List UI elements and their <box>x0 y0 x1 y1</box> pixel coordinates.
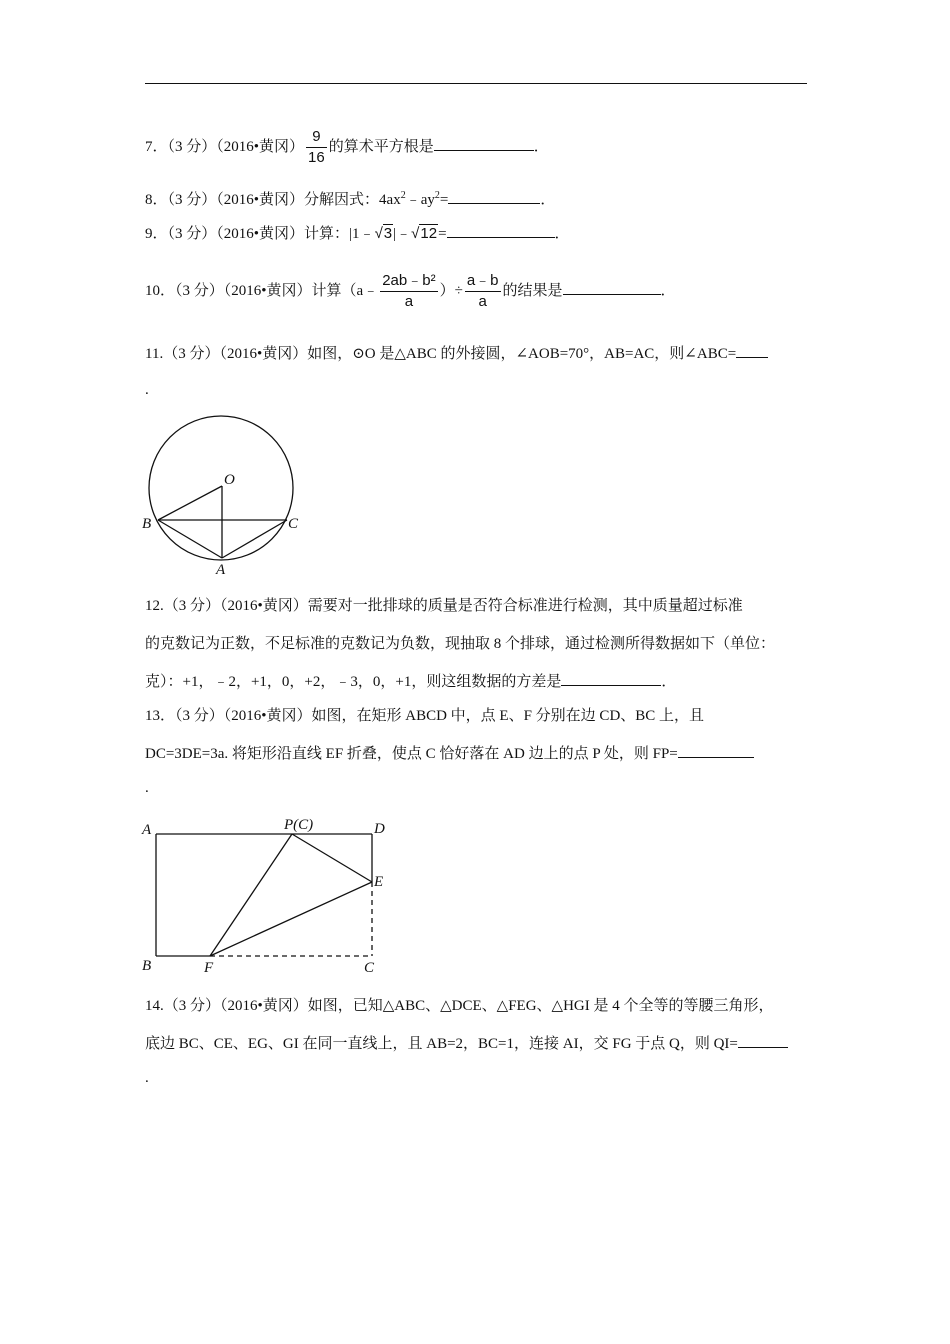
q7-answer-blank[interactable] <box>434 136 534 151</box>
q9-end: ． <box>554 226 570 242</box>
segment-ob <box>158 486 222 520</box>
q12-answer-blank[interactable] <box>561 671 661 686</box>
q10-frac2-den: a <box>465 291 501 311</box>
q7-source: （2016•黄冈） <box>216 138 305 155</box>
header-rule <box>145 83 807 84</box>
q8-mid: ﹣ay <box>405 192 435 208</box>
q9-sqrt-1: √3 <box>374 225 393 242</box>
q8-sup2: 2 <box>434 190 440 201</box>
q7-end: ． <box>533 138 549 155</box>
q10-mid: ）÷ <box>439 282 463 299</box>
q10-answer-blank[interactable] <box>563 280 661 295</box>
q12-text: 克）：+1，﹣2，+1，0，+2，﹣3，0，+1，则这组数据的方差是 <box>145 674 562 690</box>
question-12-line-2: 的克数记为正数，不足标准的克数记为负数，现抽取 8 个排球，通过检测所得数据如下（单位： <box>145 636 776 652</box>
q14-answer-blank[interactable] <box>738 1033 788 1048</box>
q10-frac1-den: a <box>380 291 437 311</box>
q10-text: 计算（a﹣ <box>311 282 379 299</box>
q8-end: ． <box>540 192 556 208</box>
circumcircle <box>149 416 293 560</box>
q11-text: 11.（3 分）（2016•黄冈）如图，⊙O 是△ABC 的外接圆，∠AOB=70°，AB=AC，则∠ABC= <box>145 346 737 362</box>
q9-radicand-1: 3 <box>383 225 393 242</box>
q8-eq: = <box>439 192 449 208</box>
q10-frac2-num: a﹣b <box>466 272 499 289</box>
q9-eq: = <box>438 226 447 242</box>
question-8 <box>145 188 555 209</box>
q8-source: （2016•黄冈） <box>216 192 305 208</box>
q10-tail: 的结果是 <box>502 282 563 299</box>
q9-mid: |﹣ <box>393 226 412 242</box>
question-7 <box>145 128 549 167</box>
q8-sup1: 2 <box>400 190 406 201</box>
label-p: P(C) <box>284 817 314 833</box>
q10-fraction-1 <box>380 272 437 311</box>
q9-number: 9． <box>145 226 168 242</box>
q7-fraction <box>306 128 327 167</box>
question-11-line-1 <box>145 342 768 363</box>
q8-answer-blank[interactable] <box>448 189 540 204</box>
q10-end: ． <box>660 282 676 299</box>
q13-text: DC=3DE=3a. 将矩形沿直线 EF 折叠，使点 C 恰好落在 AD 边上的点 P 处，则 FP= <box>145 746 678 762</box>
q8-text: 分解因式：4ax <box>304 192 401 208</box>
question-9 <box>145 222 570 243</box>
q10-fraction-2 <box>465 272 501 311</box>
q9-sqrt-2: √12 <box>411 225 438 242</box>
question-14-line-1: 14.（3 分）（2016•黄冈）如图，已知△ABC、△DCE、△FEG、△HGI 是 4 个全等的等腰三角形， <box>145 998 774 1014</box>
question-12-line-1: 12.（3 分）（2016•黄冈）需要对一批排球的质量是否符合标准进行检测，其中质量超过标准 <box>145 598 743 614</box>
q10-frac1-num: 2ab﹣b² <box>382 272 436 289</box>
q10-score: （3 分） <box>175 282 224 299</box>
q7-number: 7． <box>145 138 168 155</box>
q10-number: 10． <box>145 282 176 299</box>
q7-score: （3 分） <box>167 138 217 155</box>
q8-score: （3 分） <box>167 192 217 208</box>
label-d: D <box>374 821 385 837</box>
q14-text: 底边 BC、CE、EG、GI 在同一直线上，且 AB=2，BC=1，连接 AI，交 FG 于点 Q，则 QI= <box>145 1036 738 1052</box>
q9-source: （2016•黄冈） <box>216 226 305 242</box>
q11-circle-figure <box>138 410 308 580</box>
label-c: C <box>288 516 299 532</box>
q12-end: ． <box>661 674 677 690</box>
q13-answer-blank[interactable] <box>678 743 754 758</box>
question-13-line-1: 13．（3 分）（2016•黄冈）如图，在矩形 ABCD 中，点 E、F 分别在边 CD、BC 上，且 <box>145 708 705 724</box>
question-12-line-3 <box>145 670 676 691</box>
label-a: A <box>142 822 152 838</box>
q9-radicand-2: 12 <box>420 225 438 242</box>
q10-source: （2016•黄冈） <box>223 282 312 299</box>
question-11-line-2: . <box>145 382 149 398</box>
segment-pe <box>292 834 372 882</box>
q7-frac-den: 16 <box>308 149 325 166</box>
q9-answer-blank[interactable] <box>447 223 555 238</box>
label-c: C <box>364 960 375 976</box>
q11-answer-blank[interactable] <box>736 343 768 358</box>
q9-score: （3 分） <box>167 226 217 242</box>
label-b: B <box>142 958 152 974</box>
question-10 <box>145 272 676 311</box>
label-b: B <box>142 516 152 532</box>
question-14-line-2 <box>145 1032 788 1053</box>
q8-number: 8． <box>145 192 168 208</box>
label-a: A <box>216 562 226 578</box>
label-e: E <box>374 874 384 890</box>
q9-text: 计算：|1﹣ <box>304 226 375 242</box>
q7-text: 的算术平方根是 <box>328 138 434 155</box>
q13-rectangle-figure <box>138 810 398 978</box>
label-f: F <box>204 960 214 976</box>
q7-frac-num: 9 <box>312 128 321 145</box>
question-13-line-3: . <box>145 780 149 796</box>
label-o: O <box>224 472 235 488</box>
question-13-line-2 <box>145 742 754 763</box>
question-14-line-3: . <box>145 1070 149 1086</box>
